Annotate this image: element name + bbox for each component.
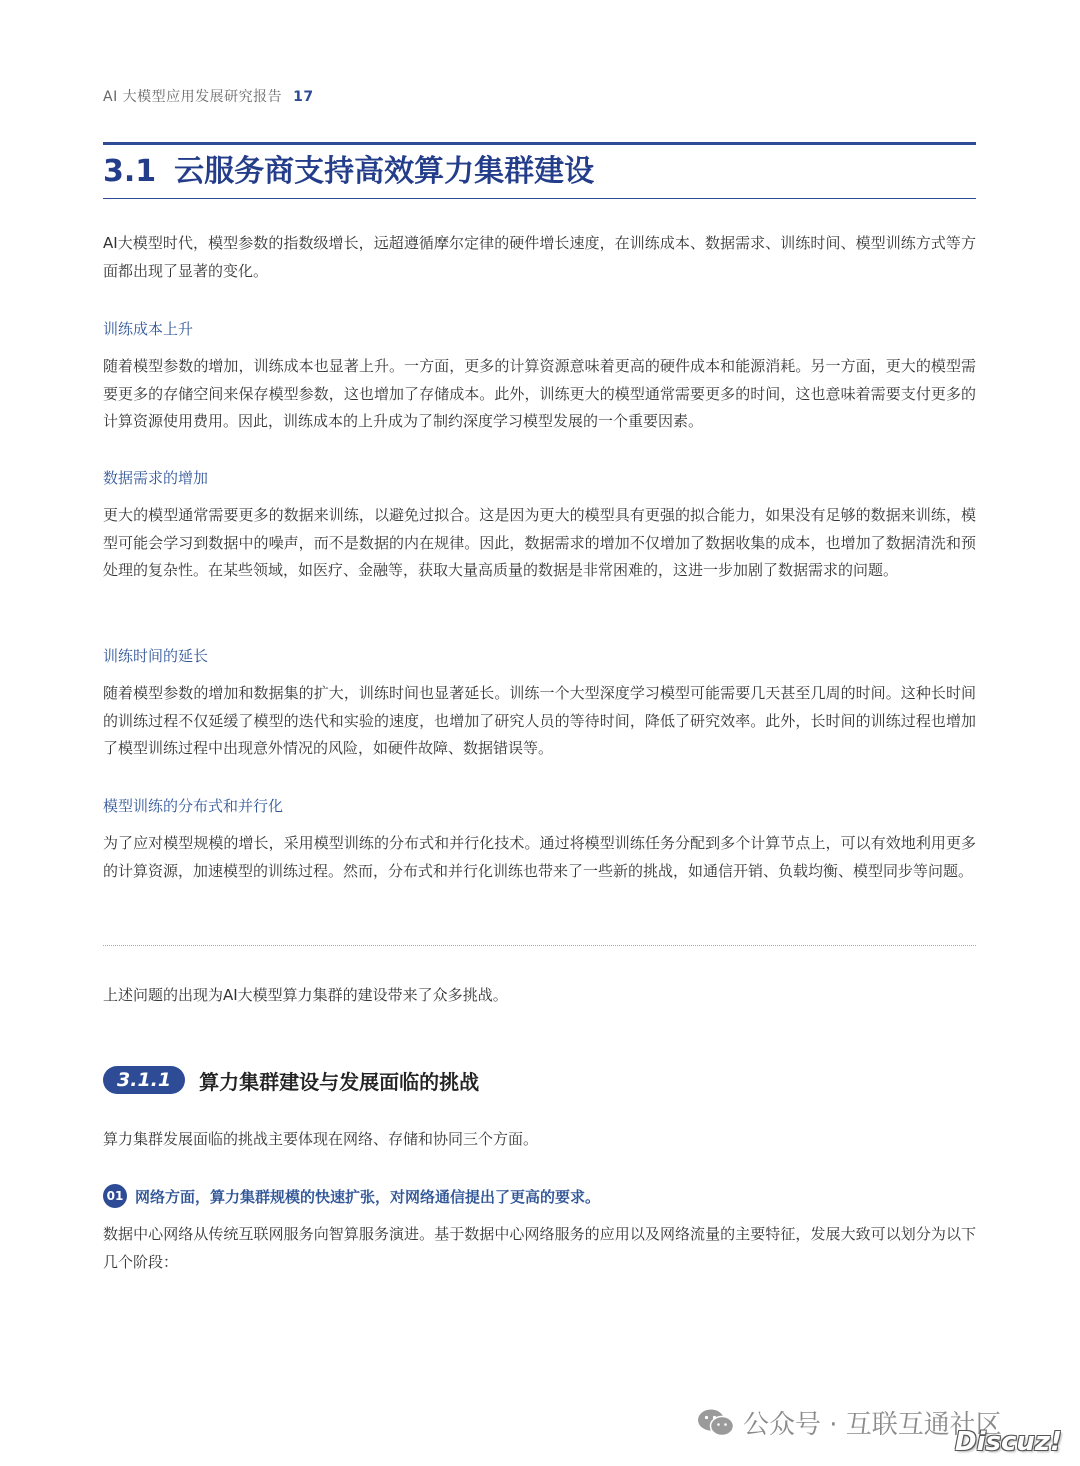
page-number: 17 <box>293 89 314 105</box>
subsection-intro: 算力集群发展面临的挑战主要体现在网络、存储和协同三个方面。 <box>103 1130 539 1148</box>
topic-heading-time: 训练时间的延长 <box>103 647 209 665</box>
subsection-heading <box>103 1064 479 1096</box>
section-title-text: 云服务商支持高效算力集群建设 <box>174 154 595 189</box>
subsection-title: 算力集群建设与发展面临的挑战 <box>199 1069 480 1094</box>
topic-heading-distributed: 模型训练的分布式和并行化 <box>103 797 284 815</box>
point-number-badge: 01 <box>103 1184 127 1208</box>
dotted-divider <box>103 945 976 946</box>
running-header <box>103 86 314 106</box>
topic-paragraph-distributed: 为了应对模型规模的增长，采用模型训练的分布式和并行化技术。通过将模型训练任务分配到多个计算节点上，可以有效地利用更多的计算资源，加速模型的训练过程。然而，分布式和并行化训练也带来了一些新的挑战，如通信开销、负载均衡、模型同步等问题。 <box>103 834 976 880</box>
topic-paragraph-data: 更大的模型通常需要更多的数据来训练，以避免过拟合。这是因为更大的模型具有更强的拟合能力，如果没有足够的数据来训练，模型可能会学习到数据中的噪声，而不是数据的内在规律。因此，数据需求的增加不仅增加了数据收集的成本，也增加了数据清洗和预处理的复杂性。在某些领域，如医疗、金融等，获取大量高质量的数据是非常困难的，这进一步加剧了数据需求的问题。 <box>103 506 976 579</box>
wechat-icon <box>697 1408 735 1438</box>
section-top-rule <box>103 142 976 145</box>
conclusion-paragraph: 上述问题的出现为AI大模型算力集群的建设带来了众多挑战。 <box>103 986 508 1004</box>
section-title <box>103 150 594 194</box>
point-heading <box>103 1184 600 1208</box>
report-title: AI 大模型应用发展研究报告 <box>103 89 283 105</box>
point-heading-text: 网络方面，算力集群规模的快速扩张，对网络通信提出了更高的要求。 <box>135 1187 601 1206</box>
topic-heading-data: 数据需求的增加 <box>103 469 209 487</box>
discuz-logo: Discuz! <box>955 1427 1062 1457</box>
topic-paragraph-time: 随着模型参数的增加和数据集的扩大，训练时间也显著延长。训练一个大型深度学习模型可能需要几天甚至几周的时间。这种长时间的训练过程不仅延缓了模型的迭代和实验的速度，也增加了研究人员的等待时间，降低了研究效率。此外，长时间的训练过程也增加了模型训练过程中出现意外情况的风险，如硬件故障、数据错误等。 <box>103 684 976 757</box>
point-paragraph: 数据中心网络从传统互联网服务向智算服务演进。基于数据中心网络服务的应用以及网络流量的主要特征，发展大致可以划分为以下几个阶段： <box>103 1225 976 1271</box>
topic-heading-cost: 训练成本上升 <box>103 320 194 338</box>
intro-paragraph: AI大模型时代，模型参数的指数级增长，远超遵循摩尔定律的硬件增长速度，在训练成本、数据需求、训练时间、模型训练方式等方面都出现了显著的变化。 <box>103 234 976 280</box>
topic-paragraph-cost: 随着模型参数的增加，训练成本也显著上升。一方面，更多的计算资源意味着更高的硬件成本和能源消耗。另一方面，更大的模型需要更多的存储空间来保存模型参数，这也增加了存储成本。此外，训练更大的模型通常需要更多的时间，这也意味着需要支付更多的计算资源使用费用。因此，训练成本的上升成为了制约深度学习模型发展的一个重要因素。 <box>103 357 976 430</box>
watermark-label: 公众号 · 互联互通社区 <box>743 1410 1002 1440</box>
section-bottom-rule <box>103 198 976 199</box>
subsection-number-badge: 3.1.1 <box>103 1066 185 1094</box>
section-number: 3.1 <box>103 154 157 189</box>
